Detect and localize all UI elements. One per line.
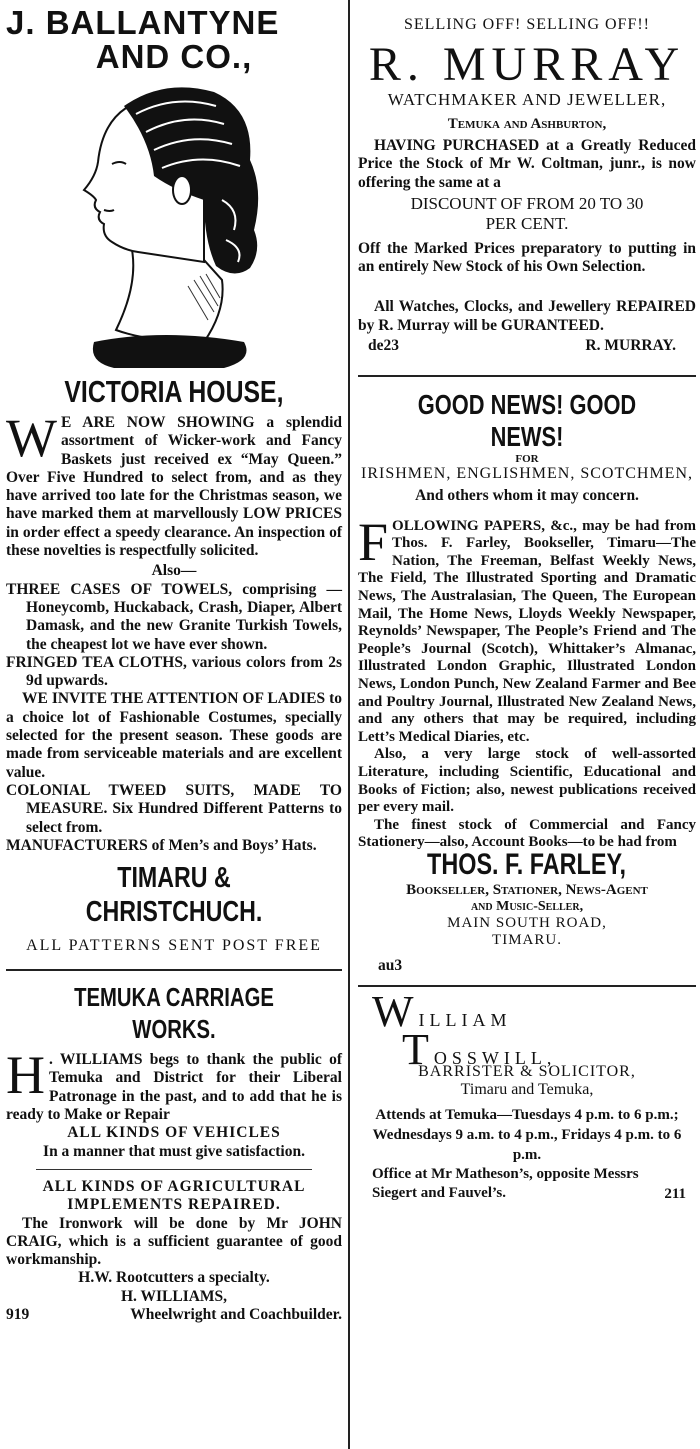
audience-line: IRISHMEN, ENGLISHMEN, SCOTCHMEN, bbox=[360, 465, 693, 483]
good-news-headline: GOOD NEWS! GOOD NEWS! bbox=[417, 389, 637, 453]
tosswill-name-rest2: OSSWILL, bbox=[433, 1048, 557, 1069]
dropcap-f: F bbox=[358, 511, 389, 572]
implements-line1: ALL KINDS OF AGRICULTURAL bbox=[42, 1177, 306, 1195]
dropcap-t: T bbox=[402, 1025, 434, 1075]
for-label: FOR bbox=[515, 453, 539, 466]
ballantyne-title-line2: AND CO., bbox=[95, 38, 253, 75]
farley-road: MAIN SOUTH ROAD, bbox=[447, 914, 607, 931]
vehicles-line: ALL KINDS OF VEHICLES bbox=[67, 1124, 281, 1142]
ballantyne-intro bbox=[6, 408, 342, 560]
williams-signature: H. WILLIAMS, bbox=[120, 1287, 228, 1305]
carriage-small-divider bbox=[36, 1169, 312, 1170]
tosswill-code: 211 bbox=[664, 1185, 686, 1202]
patterns-notice: ALL PATTERNS SENT POST FREE bbox=[26, 937, 322, 955]
carriage-trade: Wheelwright and Coachbuilder. bbox=[130, 1305, 342, 1323]
dropcap-w2: W bbox=[372, 987, 419, 1037]
tosswill-name-rest1: ILLIAM bbox=[418, 1010, 512, 1031]
discount-line2: PER CENT. bbox=[485, 213, 569, 233]
towels-paragraph: THREE CASES OF TOWELS, comprising — Honeycomb, Huckaback, Crash, Diaper, Albert Damask, and the new Granite Turkish Towels, the cheapest lot we have ever shown. bbox=[6, 580, 342, 653]
right-column bbox=[352, 0, 700, 1449]
also-label: Also— bbox=[151, 562, 197, 580]
fringed-paragraph: FRINGED TEA CLOTHS, various colors from 2s 9d upwards. bbox=[6, 653, 342, 690]
victoria-house-heading: VICTORIA HOUSE, bbox=[64, 374, 284, 409]
ballantyne-advert bbox=[6, 0, 342, 955]
carriage-title: TEMUKA CARRIAGE WORKS. bbox=[74, 982, 274, 1045]
ladies-paragraph: WE INVITE THE ATTENTION OF LADIES to a choice lot of Fashionable Costumes, specially selected for the present season. These goods are made from serviceable materials and are excellent value. bbox=[6, 690, 342, 781]
ballantyne-intro-text: E ARE NOW SHOWING a splendid assortment of Wicker-work and Fancy Baskets just received ex “May Queen.” Over Five Hundred to select from, and as they have arrived too late for the Christmas season, we have marked them at marvellously LOW PRICES in order effect a speedy clearance. An inspection of these novelties is respectfully solicited. bbox=[6, 414, 342, 560]
farley-advert bbox=[358, 389, 696, 975]
murray-purchased: HAVING PURCHASED at a Greatly Reduced Price the Stock of Mr W. Coltman, junr., is now offering the same at a bbox=[358, 137, 696, 191]
murray-off: Off the Marked Prices preparatory to putting in an entirely New Stock of his Own Selection. bbox=[358, 239, 696, 276]
carriage-code: 919 bbox=[6, 1305, 30, 1323]
tosswill-advert bbox=[358, 987, 696, 1203]
manufacturers-paragraph: MANUFACTURERS of Men’s and Boys’ Hats. bbox=[6, 836, 317, 854]
murray-code: de23 bbox=[368, 337, 399, 355]
stationery-paragraph: The finest stock of Commercial and Fancy Stationery—also, Account Books—to be had from bbox=[358, 816, 696, 851]
papers-text: OLLOWING PAPERS, &c., may be had from Thos. F. Farley, Bookseller, Timaru—The Nation, The Freeman, Belfast Weekly News, The Field, The Illustrated Sporting and Dramatic News, The Australasian, The Queen, The European Mail, The Home News, Lloyds Weekly Newspaper, Reynolds’ Newspaper, The People’s Friend and The People’s Journal (Scotch), Whittaker’s Almanac, Illustrated London Graphic, Illustrated London News, London Punch, New Zealand Farmer and Bee and Poultry Journal, Illustrated New Zealand News, and any others that may be required, including Lett’s Medical Diaries, etc. bbox=[358, 517, 696, 745]
discount-line1: DISCOUNT OF FROM 20 TO 30 bbox=[410, 193, 644, 213]
carriage-advert bbox=[6, 981, 342, 1324]
tosswill-place: Timaru and Temuka, bbox=[460, 1081, 594, 1099]
manner-line: In a manner that must give satisfaction. bbox=[43, 1142, 305, 1160]
left-divider bbox=[6, 969, 342, 971]
farley-name: THOS. F. FARLEY, bbox=[427, 847, 627, 881]
farley-trade-line1: Bookseller, Stationer, News-Agent bbox=[406, 881, 648, 898]
tosswill-office: Office at Mr Matheson’s, opposite Messrs Siegert and Fauvel’s. bbox=[372, 1166, 639, 1202]
murray-name: R. MURRAY bbox=[368, 38, 686, 91]
selling-off: SELLING OFF! SELLING OFF!! bbox=[404, 16, 650, 33]
tweed-paragraph: COLONIAL TWEED SUITS, MADE TO MEASURE. Six Hundred Different Patterns to select from. bbox=[6, 781, 342, 836]
murray-advert bbox=[358, 0, 696, 355]
others-line: And others whom it may concern. bbox=[415, 487, 639, 505]
tosswill-trade: BARRISTER & SOLICITOR, bbox=[418, 1063, 636, 1081]
farley-trade-line2: and Music-Seller, bbox=[470, 898, 584, 914]
carriage-intro bbox=[6, 1045, 342, 1124]
tosswill-attends: Attends at Temuka—Tuesdays 4 p.m. to 6 p.m.; Wednesdays 9 a.m. to 4 p.m., Fridays 4 p.m. to 6 p.m. bbox=[372, 1107, 682, 1164]
right-divider-1 bbox=[358, 375, 696, 377]
dropcap-h: H bbox=[6, 1045, 45, 1106]
left-column bbox=[0, 0, 348, 1449]
column-divider bbox=[348, 0, 350, 1449]
murray-repairs: All Watches, Clocks, and Jewellery REPAIRED by R. Murray will be GURANTEED. bbox=[358, 298, 696, 334]
cities-heading: TIMARU & CHRISTCHUCH. bbox=[85, 862, 263, 929]
carriage-intro-text: . WILLIAMS begs to thank the public of Temuka and District for their Liberal Patronage in the past, and to add that he is ready to Make or Repair bbox=[6, 1051, 342, 1124]
implements-line2: IMPLEMENTS REPAIRED. bbox=[67, 1196, 281, 1214]
rootcutters-line: H.W. Rootcutters a specialty. bbox=[78, 1269, 270, 1287]
farley-code: au3 bbox=[378, 956, 403, 974]
papers-paragraph bbox=[358, 511, 696, 747]
ballantyne-title-line1: J. BALLANTYNE bbox=[6, 4, 280, 41]
dropcap-w: W bbox=[6, 408, 57, 468]
farley-town: TIMARU. bbox=[492, 931, 562, 948]
literature-paragraph: Also, a very large stock of well-assorted Literature, including Scientific, Educational and Books of Fiction; also, newest publications received per every mail. bbox=[358, 746, 696, 816]
murray-trade: WATCHMAKER AND JEWELLER, bbox=[387, 90, 667, 109]
murray-place: Temuka and Ashburton, bbox=[447, 116, 607, 132]
murray-signature: R. MURRAY. bbox=[585, 337, 676, 355]
ironwork-paragraph: The Ironwork will be done by Mr JOHN CRAIG, which is a sufficient guarantee of good workmanship. bbox=[6, 1214, 342, 1269]
queen-victoria-portrait bbox=[6, 80, 342, 372]
